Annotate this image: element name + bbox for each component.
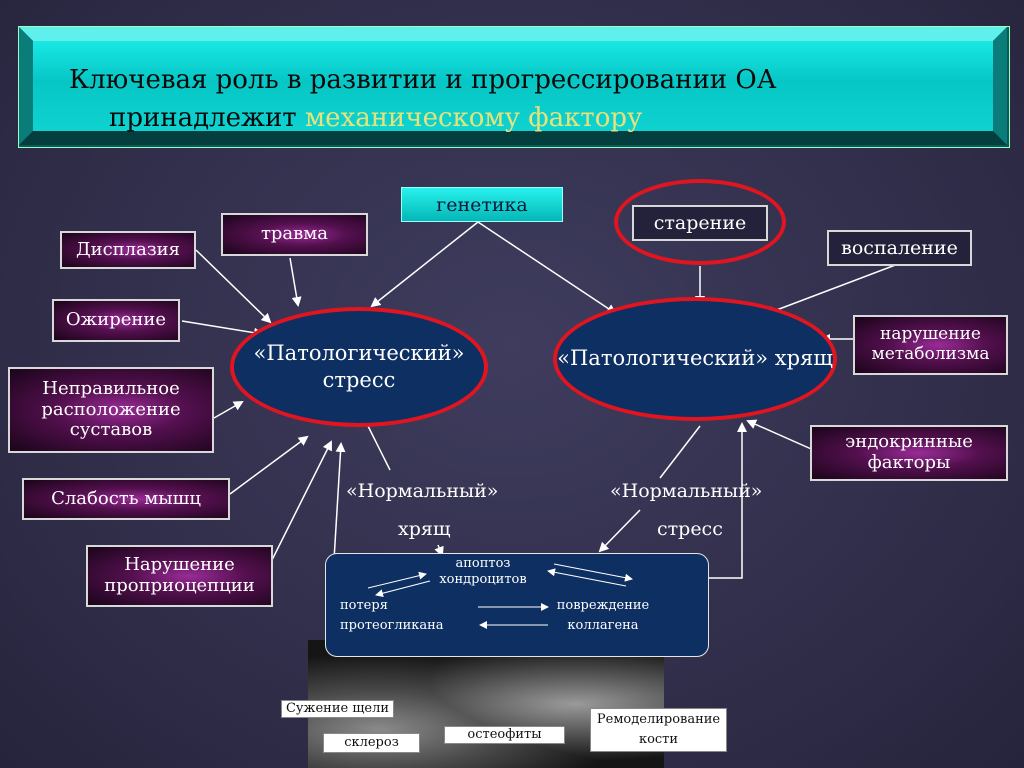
factor-inflammation: воспаление (827, 230, 972, 266)
factor-proprioception: Нарушение проприоцепции (86, 545, 273, 607)
title-prefix: принадлежит (109, 103, 297, 133)
xray-label-remodeling: Ремоделирование кости (590, 708, 727, 752)
label-normal-cartilage-1: «Нормальный» (346, 480, 499, 502)
node-pathologic-cartilage: «Патологический» хрящ (553, 297, 837, 421)
xray-label-narrowing: Сужение щели (281, 700, 394, 718)
degeneration-cycle-box (325, 553, 709, 657)
cycle-proteoglycan-loss: потеря протеогликана (340, 598, 444, 633)
factor-trauma: травма (221, 213, 368, 256)
cycle-apoptosis: апоптоз хондроцитов (439, 556, 527, 587)
xray-label-sclerosis: склероз (323, 733, 420, 753)
factor-malalignment: Неправильное расположение суставов (8, 367, 214, 453)
factor-genetics: генетика (401, 187, 563, 222)
node-pathologic-stress: «Патологический» стресс (230, 307, 488, 427)
cycle-collagen-damage: повреждение коллагена (556, 598, 650, 633)
label-normal-stress-1: «Нормальный» (610, 480, 763, 502)
factor-muscle-weakness: Слабость мышц (22, 478, 230, 520)
factor-endocrine: эндокринные факторы (810, 425, 1008, 481)
title-accent: механическому фактору (304, 103, 643, 133)
cycle-arrows (326, 554, 710, 658)
factor-metabolism: нарушение метаболизма (853, 315, 1008, 375)
factor-obesity: Ожирение (52, 299, 180, 342)
title-line-1: Ключевая роль в развитии и прогрессировании ОА (69, 65, 777, 95)
factor-dysplasia: Дисплазия (60, 231, 196, 269)
label-normal-cartilage-2: хрящ (398, 518, 451, 540)
factor-aging: старение (632, 205, 768, 241)
xray-label-osteophytes: остеофиты (444, 726, 565, 744)
label-normal-stress-2: стресс (657, 518, 723, 540)
